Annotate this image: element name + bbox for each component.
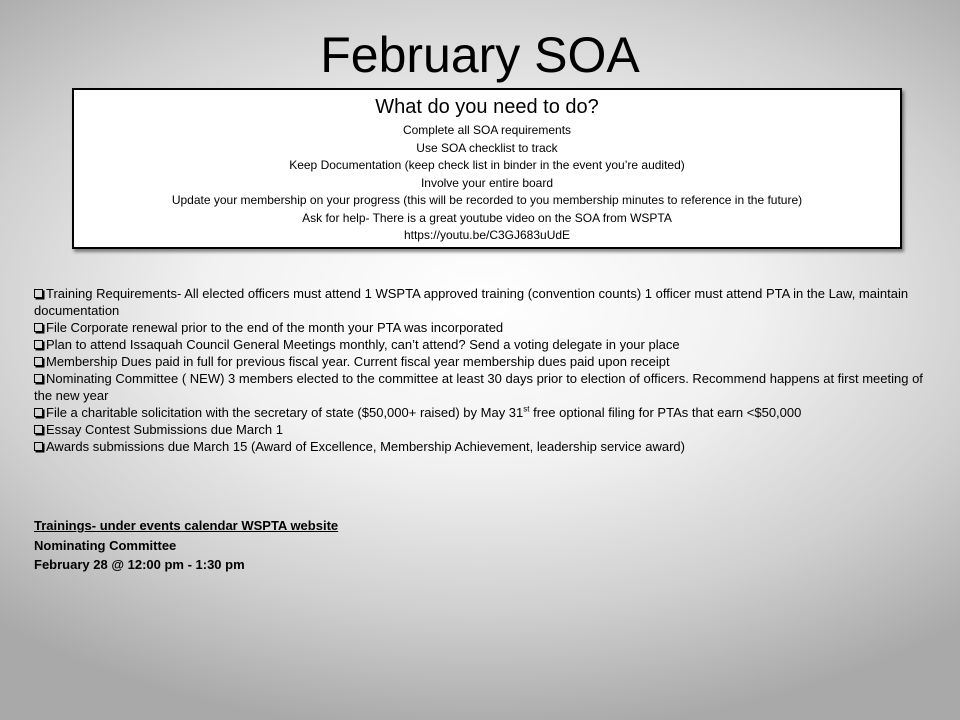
todo-box-heading: What do you need to do? bbox=[375, 96, 599, 118]
todo-box-lines bbox=[74, 122, 900, 245]
task-text: Plan to attend Issaquah Council General Meetings monthly, can’t attend? Send a voting delegate in your place bbox=[46, 337, 680, 352]
task-item bbox=[34, 421, 926, 438]
task-checklist bbox=[34, 285, 926, 455]
todo-line: Ask for help- There is a great youtube video on the SOA from WSPTA bbox=[302, 210, 672, 225]
task-item bbox=[34, 285, 926, 319]
event-time: February 28 @ 12:00 pm - 1:30 pm bbox=[34, 557, 245, 572]
task-text-continued: free optional filing for PTAs that earn <$50,000 bbox=[529, 405, 802, 420]
todo-line: Update your membership on your progress (this will be recorded to you membership minutes to reference in the future) bbox=[171, 193, 803, 207]
checkbox-icon bbox=[34, 374, 43, 383]
todo-line: Use SOA checklist to track bbox=[416, 140, 558, 155]
todo-line: Complete all SOA requirements bbox=[402, 123, 572, 137]
task-text: Training Requirements- All elected officers must attend 1 WSPTA approved training (convention counts) 1 officer must attend PTA in the Law, maintain documentation bbox=[34, 286, 909, 318]
task-text: Essay Contest Submissions due March 1 bbox=[46, 422, 283, 437]
ordinal-suffix: st bbox=[523, 404, 530, 414]
task-text: Nominating Committee ( NEW) 3 members elected to the committee at least 30 days prior to election of officers. Recommend happens at first meeting of the new year bbox=[34, 371, 923, 403]
task-text: Awards submissions due March 15 (Award of Excellence, Membership Achievement, leadership service award) bbox=[46, 439, 685, 454]
checkbox-icon bbox=[34, 323, 43, 332]
task-text: File Corporate renewal prior to the end of the month your PTA was incorporated bbox=[46, 320, 504, 335]
checkbox-icon bbox=[34, 425, 43, 434]
task-item bbox=[34, 353, 926, 370]
task-item bbox=[34, 404, 926, 421]
task-item bbox=[34, 319, 926, 336]
todo-line: Keep Documentation (keep check list in binder in the event you’re audited) bbox=[289, 158, 685, 172]
task-text: File a charitable solicitation with the secretary of state ($50,000+ raised) by May 31 bbox=[46, 405, 524, 420]
event-name: Nominating Committee bbox=[34, 537, 177, 553]
task-item bbox=[34, 370, 926, 404]
slide-title: February SOA bbox=[320, 27, 640, 83]
checkbox-icon bbox=[34, 408, 43, 417]
trainings-notes bbox=[34, 516, 338, 575]
youtube-link[interactable]: https://youtu.be/C3GJ683uUdE bbox=[403, 228, 571, 242]
task-item bbox=[34, 336, 926, 353]
todo-line: Involve your entire board bbox=[420, 175, 554, 190]
checkbox-icon bbox=[34, 357, 43, 366]
task-text: Membership Dues paid in full for previous fiscal year. Current fiscal year membership dues paid upon receipt bbox=[46, 354, 670, 369]
task-item bbox=[34, 438, 926, 455]
checkbox-icon bbox=[34, 340, 43, 349]
checkbox-icon bbox=[34, 289, 43, 298]
todo-box bbox=[72, 88, 902, 249]
trainings-heading: Trainings- under events calendar WSPTA website bbox=[34, 518, 339, 533]
checkbox-icon bbox=[34, 442, 43, 451]
